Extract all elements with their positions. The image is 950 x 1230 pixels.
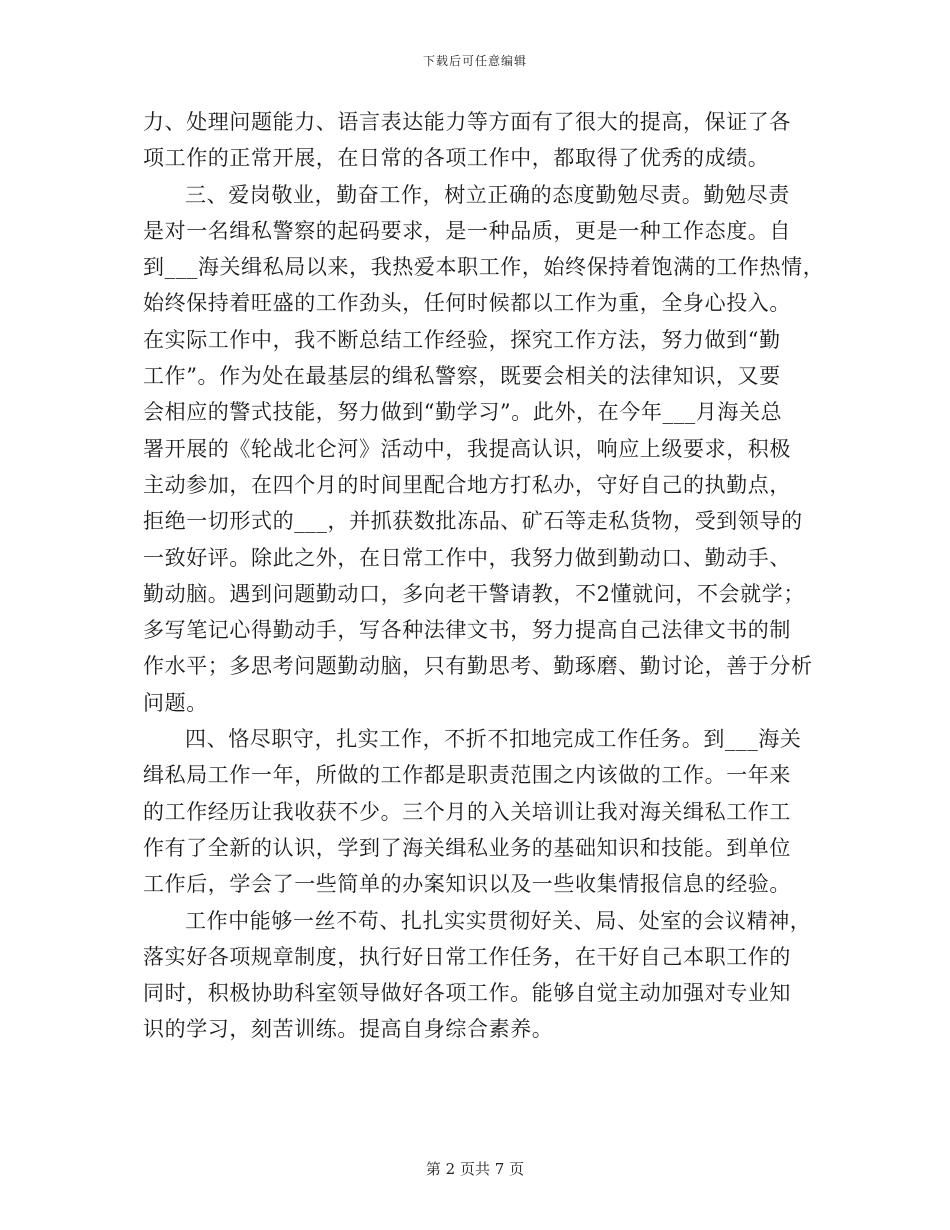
body-line: 勤动脑。遇到问题勤动口，多向老干警请教，不2懂就问，不会就学； <box>143 581 805 606</box>
body-line: 同时，积极协助科室领导做好各项工作。能够自觉主动加强对专业知 <box>143 981 791 1006</box>
body-line: 作有了全新的认识，学到了海关缉私业务的基础知识和技能。到单位 <box>143 835 791 860</box>
document-body <box>143 104 825 1048</box>
body-line: 署开展的《轮战北仑河》活动中，我提高认识，响应上级要求，积极 <box>143 436 791 461</box>
body-line: 拒绝一切形式的___，并抓获数批冻品、矿石等走私货物，受到领导的 <box>143 509 803 534</box>
body-line: 作水平；多思考问题勤动脑，只有勤思考、勤琢磨、勤讨论，善于分析 <box>143 654 813 679</box>
body-line: 一致好评。除此之外，在日常工作中，我努力做到勤动口、勤动手、 <box>143 545 791 570</box>
page-header-note: 下载后可任意编辑 <box>422 54 527 68</box>
body-line: 力、处理问题能力、语言表达能力等方面有了很大的提高，保证了各 <box>143 110 791 134</box>
body-line: 多写笔记心得勤动手，写各种法律文书，努力提高自己法律文书的制 <box>143 618 791 643</box>
body-line: 在实际工作中，我不断总结工作经验，探究工作方法，努力做到“勤 <box>143 327 781 352</box>
page-number-footer: 第 2 页共 7 页 <box>425 1160 525 1178</box>
body-line: 是对一名缉私警察的起码要求，是一种品质，更是一种工作态度。自 <box>143 218 791 243</box>
paragraph-start-line: 四、恪尽职守，扎实工作，不折不扣地完成工作任务。到___海关 <box>185 727 802 752</box>
body-line: 主动参加，在四个月的时间里配合地方打私办，守好自己的执勤点， <box>143 472 791 497</box>
body-line: 问题。 <box>143 690 208 715</box>
body-line: 缉私局工作一年，所做的工作都是职责范围之内该做的工作。一年来 <box>143 763 791 788</box>
paragraph-start-line: 三、爱岗敬业，勤奋工作，树立正确的态度勤勉尽责。勤勉尽责 <box>185 182 790 207</box>
body-line: 的工作经历让我收获不少。三个月的入关培训让我对海关缉私工作工 <box>143 799 791 824</box>
body-line: 工作后，学会了一些简单的办案知识以及一些收集情报信息的经验。 <box>143 872 791 897</box>
body-line: 会相应的警式技能，努力做到“勤学习”。此外，在今年___月海关总 <box>143 400 783 425</box>
body-line: 始终保持着旺盛的工作劲头，任何时候都以工作为重，全身心投入。 <box>143 291 791 316</box>
body-line: 落实好各项规章制度，执行好日常工作任务，在干好自己本职工作的 <box>143 944 791 969</box>
body-line: 工作”。作为处在最基层的缉私警察，既要会相关的法律知识，又要 <box>143 364 781 389</box>
body-line: 到___海关缉私局以来，我热爱本职工作，始终保持着饱满的工作热情， <box>143 255 825 280</box>
paragraph-start-line: 工作中能够一丝不苟、扎扎实实贯彻好关、局、处室的会议精神， <box>185 908 812 933</box>
body-line: 识的学习，刻苦训练。提高自身综合素养。 <box>143 1017 554 1042</box>
body-line: 项工作的正常开展，在日常的各项工作中，都取得了优秀的成绩。 <box>143 146 770 171</box>
